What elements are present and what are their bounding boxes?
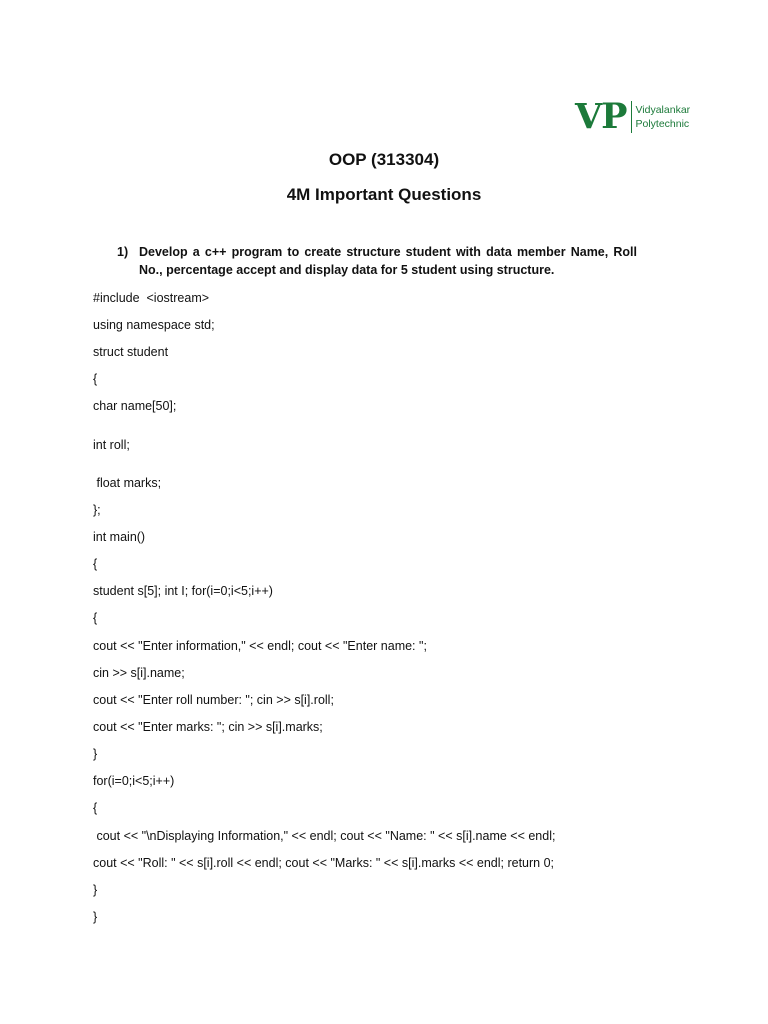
logo-divider [631, 101, 632, 133]
code-line: } [93, 747, 98, 761]
code-line: cout << "Enter information," << endl; cout << "Enter name: "; [93, 639, 427, 653]
logo-text-line-2: Polytechnic [635, 118, 690, 130]
code-line: int main() [93, 530, 146, 544]
logo-text [635, 103, 691, 131]
course-title: OOP (313304) [328, 150, 440, 169]
logo-mark: VP [575, 96, 627, 137]
question-1 [117, 244, 637, 279]
code-line: char name[50]; [93, 399, 177, 413]
code-line: cout << "\nDisplaying Information," << endl; cout << "Name: " << s[i].name << endl; [93, 829, 556, 843]
question-text: Develop a c++ program to create structure student with data member Name, Roll No., percentage accept and display data for 5 student using structure. [139, 245, 637, 277]
code-line: cout << "Roll: " << s[i].roll << endl; cout << "Marks: " << s[i].marks << endl; return 0; [93, 856, 555, 870]
code-line: { [93, 372, 98, 386]
code-line: { [93, 801, 98, 815]
code-line: cout << "Enter marks: "; cin >> s[i].marks; [93, 720, 323, 734]
logo-text-line-1: Vidyalankar [635, 104, 691, 116]
code-line: } [93, 883, 98, 897]
question-number: 1) [117, 245, 129, 259]
code-line: struct student [93, 345, 169, 359]
code-line: cin >> s[i].name; [93, 666, 185, 680]
code-line: float marks; [93, 476, 162, 490]
code-line: }; [93, 503, 101, 517]
document-subtitle: 4M Important Questions [286, 185, 482, 204]
vidyalankar-logo [575, 96, 691, 137]
code-line: } [93, 910, 98, 924]
code-line: { [93, 557, 98, 571]
code-line: using namespace std; [93, 318, 215, 332]
code-line: { [93, 611, 98, 625]
code-line: for(i=0;i<5;i++) [93, 774, 175, 788]
code-line: int roll; [93, 438, 130, 452]
code-line: #include <iostream> [93, 291, 210, 305]
code-line: cout << "Enter roll number: "; cin >> s[i].roll; [93, 693, 334, 707]
code-line: student s[5]; int I; for(i=0;i<5;i++) [93, 584, 273, 598]
